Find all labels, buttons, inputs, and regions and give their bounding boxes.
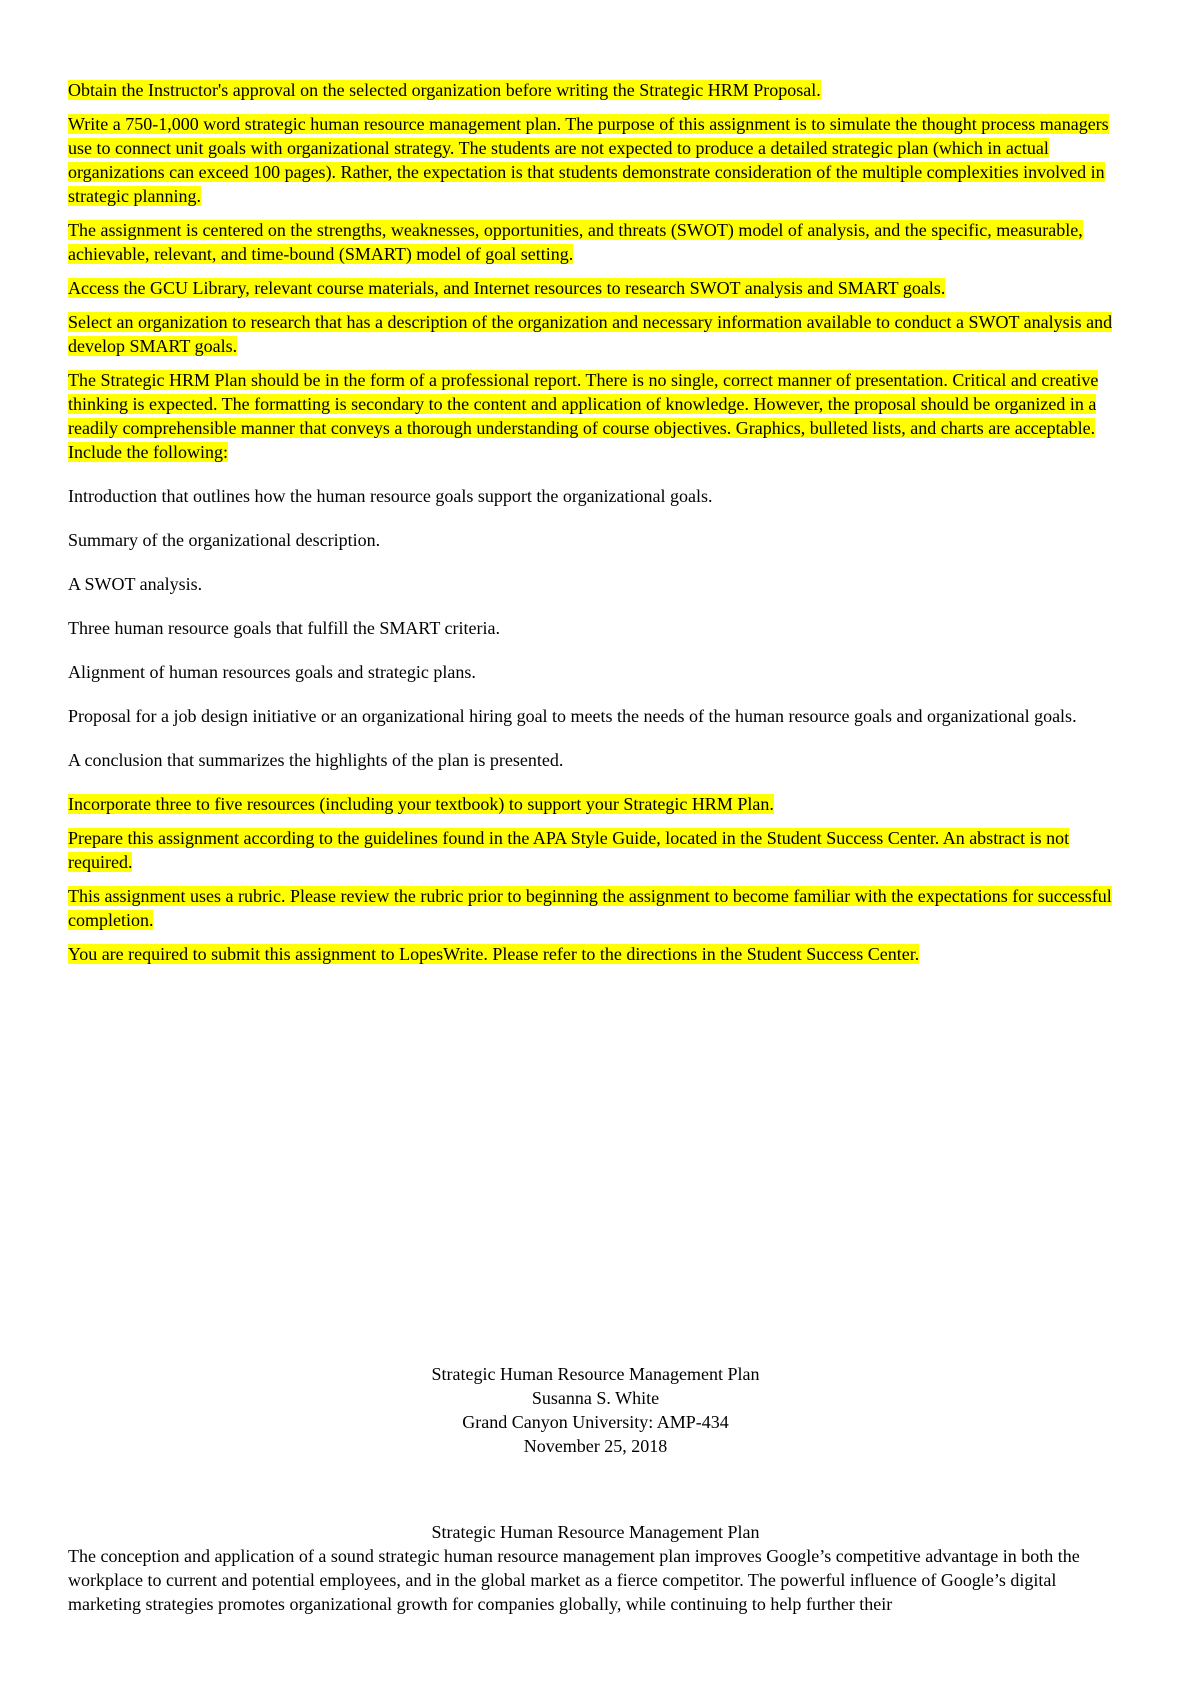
requirement-item: A conclusion that summarizes the highlights of the plan is presented. bbox=[68, 750, 564, 770]
instruction-paragraph bbox=[68, 792, 1128, 816]
highlighted-text: The Strategic HRM Plan should be in the form of a professional report. There is no single, correct manner of presentation. Critical and creative thinking is expected. The formatting is secondary to the content and application of knowledge. However, the proposal should be organized in a readily comprehensible manner that conveys a thorough understanding of course objectives. Graphics, bulleted lists, and charts are acceptable. Include the following: bbox=[68, 370, 1099, 462]
requirement-item: Summary of the organizational description. bbox=[68, 530, 381, 550]
highlighted-text: Write a 750-1,000 word strategic human resource management plan. The purpose of this assignment is to simulate the thought process managers use to connect unit goals with organizational strategy. The students are not expected to produce a detailed strategic plan (which in actual organizations can exceed 100 pages). Rather, the expectation is that students demonstrate consideration of the multiple complexities involved in strategic planning. bbox=[68, 114, 1109, 206]
highlighted-text: Access the GCU Library, relevant course materials, and Internet resources to research SWOT analysis and SMART goals. bbox=[68, 278, 946, 298]
title-page-block bbox=[0, 1362, 1191, 1458]
instruction-paragraph bbox=[68, 826, 1128, 874]
institution-name: Grand Canyon University: AMP-434 bbox=[462, 1412, 729, 1432]
document-title: Strategic Human Resource Management Plan bbox=[431, 1364, 760, 1384]
essay-heading: Strategic Human Resource Management Plan bbox=[431, 1522, 760, 1542]
assignment-instructions bbox=[68, 78, 1128, 976]
highlighted-text: Prepare this assignment according to the guidelines found in the APA Style Guide, located in the Student Success Center. An abstract is not required. bbox=[68, 828, 1070, 872]
author-name: Susanna S. White bbox=[531, 1388, 660, 1408]
requirement-item: Introduction that outlines how the human resource goals support the organizational goals. bbox=[68, 486, 713, 506]
highlighted-text: The assignment is centered on the strengths, weaknesses, opportunities, and threats (SWOT) model of analysis, and the specific, measurable, achievable, relevant, and time-bound (SMART) model of goal setting. bbox=[68, 220, 1083, 264]
requirement-item: Proposal for a job design initiative or an organizational hiring goal to meets the needs of the human resource goals and organizational goals. bbox=[68, 706, 1077, 726]
requirement-item: A SWOT analysis. bbox=[68, 574, 203, 594]
essay-opening-paragraph: The conception and application of a sound strategic human resource management plan improves Google’s competitive advantage in both the workplace to current and potential employees, and in the global market as a fierce competitor. The powerful influence of Google’s digital marketing strategies promotes organizational growth for companies globally, while continuing to help further their bbox=[68, 1546, 1080, 1614]
instruction-paragraph bbox=[68, 276, 1128, 300]
instruction-paragraph bbox=[68, 112, 1128, 208]
highlighted-text: Incorporate three to five resources (including your textbook) to support your Strategic HRM Plan. bbox=[68, 794, 774, 814]
requirement-item: Alignment of human resources goals and strategic plans. bbox=[68, 662, 476, 682]
instruction-paragraph bbox=[68, 78, 1128, 102]
requirement-item: Three human resource goals that fulfill the SMART criteria. bbox=[68, 618, 500, 638]
highlighted-text: This assignment uses a rubric. Please review the rubric prior to beginning the assignment to become familiar with the expectations for successful completion. bbox=[68, 886, 1112, 930]
instruction-paragraph bbox=[68, 884, 1128, 932]
highlighted-text: Select an organization to research that has a description of the organization and necessary information available to conduct a SWOT analysis and develop SMART goals. bbox=[68, 312, 1113, 356]
instruction-paragraph bbox=[68, 310, 1128, 358]
instruction-paragraph bbox=[68, 368, 1128, 464]
highlighted-text: Obtain the Instructor's approval on the selected organization before writing the Strategic HRM Proposal. bbox=[68, 80, 821, 100]
document-date: November 25, 2018 bbox=[523, 1436, 668, 1456]
instruction-paragraph bbox=[68, 942, 1128, 966]
instruction-paragraph bbox=[68, 218, 1128, 266]
highlighted-text: You are required to submit this assignment to LopesWrite. Please refer to the directions in the Student Success Center. bbox=[68, 944, 920, 964]
